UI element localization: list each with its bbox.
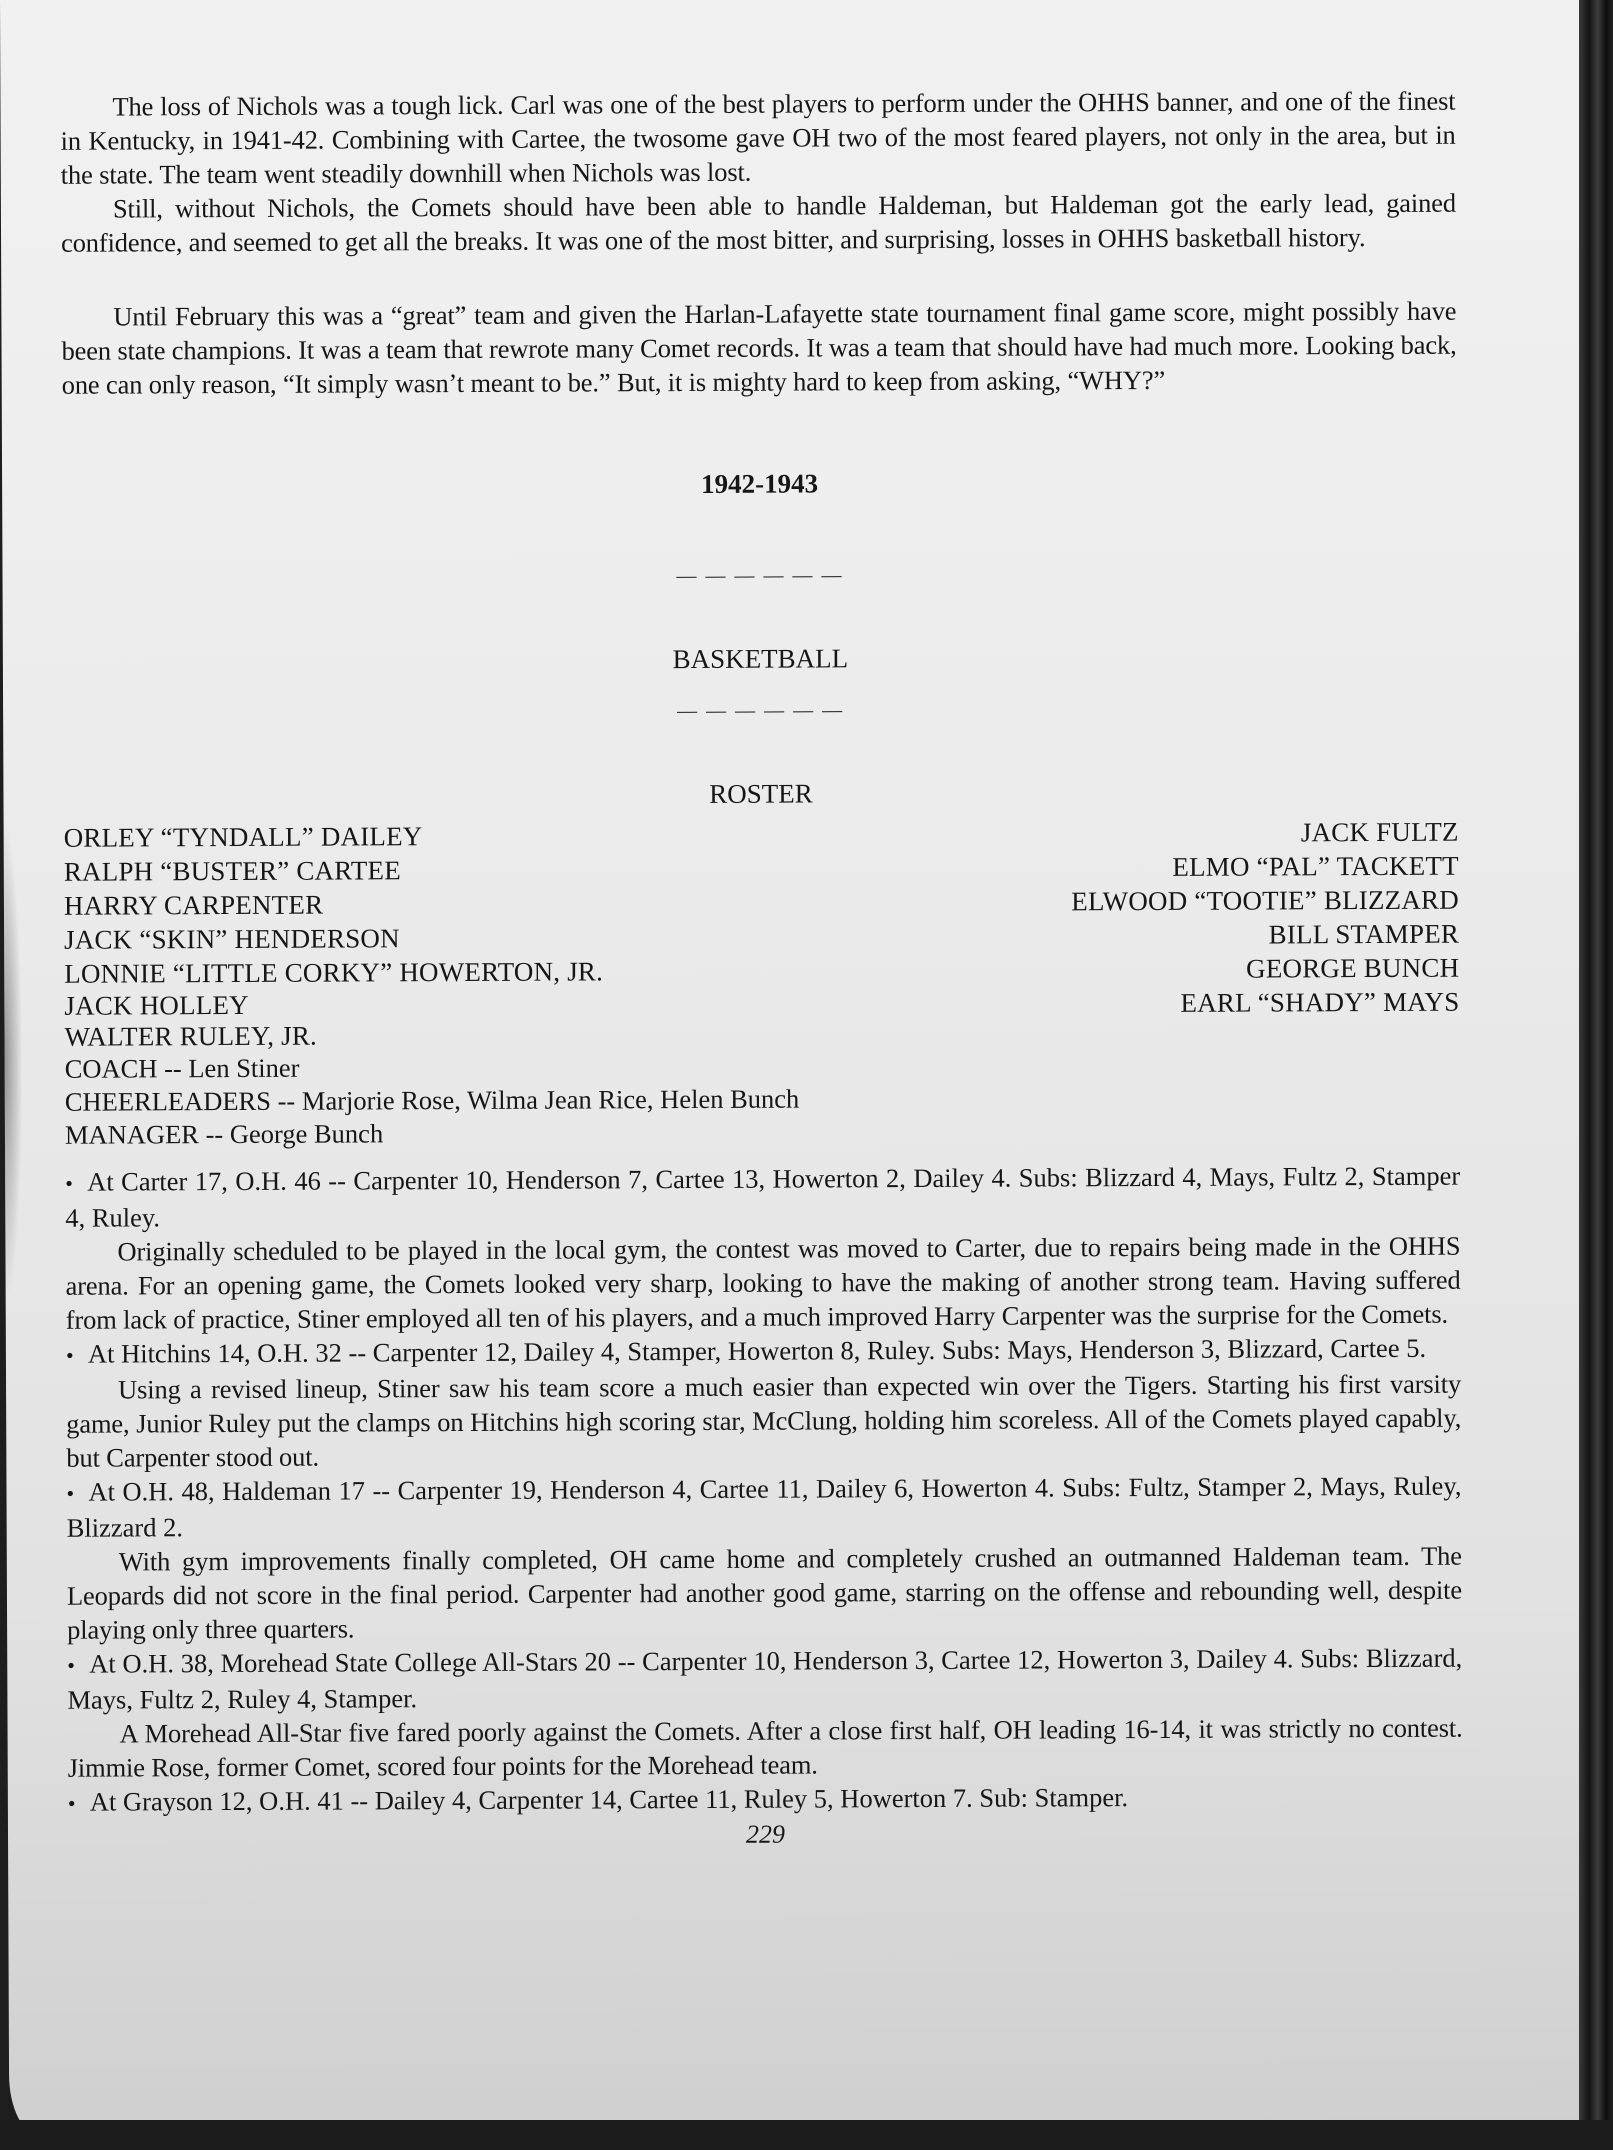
bullet-icon: • [65,1170,73,1196]
game-result [67,1641,1462,1717]
bullet-icon: • [65,1342,74,1368]
roster-player: ELWOOD “TOOTIE” BLIZZARD [1071,884,1460,917]
book-binding-edge [1579,0,1613,2150]
game-result-text: At O.H. 48, Haldeman 17 -- Carpenter 19, Henderson 4, Cartee 11, Dailey 6, Howerton 4. Subs: Fultz, Stamper 2, Mays, Ruley, Blizzard 2. [66,1470,1462,1543]
roster-left-column [64,818,800,1152]
page-number: 229 [745,1819,786,1849]
game-summary: Originally scheduled to be played in the local gym, the contest was moved to Carter, due to repairs being made in the OHHS arena. For an opening game, the Comets looked very sharp, looking to have the making of another strong team. Having suffered from lack of practice, Stiner employed all ten of his players, and a much improved Harry Carpenter was the surprise for the Comets. [65,1230,1461,1335]
season-title: 1942-1943 [701,468,819,499]
game-summary: With gym improvements finally completed, OH came home and completely crushed an outmanned Haldeman team. The Leopards did not score in the final period. Carpenter had another good game, starring on the offense and rebounding well, despite playing only three quarters. [66,1540,1463,1645]
game-result-text: At Carter 17, O.H. 46 -- Carpenter 10, Henderson 7, Cartee 13, Howerton 2, Dailey 4. Subs: Blizzard 4, Mays, Fultz 2, Stamper 4, Ruley. [65,1160,1461,1233]
game-result [65,1159,1460,1235]
game-summary: Using a revised lineup, Stiner saw his team score a much easier than expected win over the Tigers. Starting his first varsity game, Junior Ruley put the clamps on Hitchins high scoring star, McClung, holding him scoreless. All of the Comets played capably, but Carpenter stood out. [66,1368,1462,1473]
game-summary: A Morehead All-Star five fared poorly against the Comets. After a close first half, OH leading 16-14, it was strictly no contest. Jimmie Rose, former Comet, scored four points for the Morehead team. [67,1712,1463,1783]
page-content [60,84,1463,1853]
roster-right-column [1071,815,1460,1021]
staff-names: Len Stiner [188,1052,300,1084]
staff-cheerleaders [65,1083,800,1119]
sport-title: BASKETBALL [672,643,849,675]
staff-coach [65,1050,800,1086]
staff-separator: -- [198,1119,230,1150]
roster-player: RALPH “BUSTER” CARTEE [63,855,401,887]
page-curl-shadow [4,820,24,1300]
roster-player: WALTER RULEY, JR. [64,1020,318,1052]
roster-player: HARRY CARPENTER [63,889,324,921]
roster-player: GEORGE BUNCH [1246,952,1460,984]
game-results [65,1159,1463,1821]
paragraph-gap [61,254,1456,300]
roster-heading: ROSTER [709,778,813,809]
staff-role: MANAGER [64,1119,200,1150]
roster-player: JACK FULTZ [1300,816,1459,848]
staff-names: George Bunch [229,1118,384,1150]
roster-player: ELMO “PAL” TACKETT [1172,850,1459,882]
dash-separator: — — — — — — [677,699,845,723]
roster-player: JACK “SKIN” HENDERSON [64,923,400,955]
staff-manager [65,1116,800,1152]
game-result [66,1331,1461,1373]
background-surface [0,2120,1613,2150]
game-result-text: At Grayson 12, O.H. 41 -- Dailey 4, Carpenter 14, Cartee 11, Ruley 5, Howerton 7. Sub: Stamper. [89,1782,1129,1817]
intro-paragraph: Still, without Nichols, the Comets should have been able to handle Haldeman, but Haldeman got the early lead, gained confidence, and seemed to get all the breaks. It was one of the most bitter, and surprising, losses in OHHS basketball history. [60,187,1456,258]
bullet-icon: • [67,1790,76,1816]
intro-paragraph: Until February this was a “great” team and given the Harlan-Lafayette state tournament final game score, might possibly have been state champions. It was a team that rewrote many Comet records. It was a team that should have had much more. Looking back, one can only reason, “It simply wasn’t meant to be.” But, it is mighty hard to keep from asking, “WHY?” [61,295,1457,400]
staff-separator: -- [270,1085,302,1116]
bullet-icon: • [67,1652,76,1678]
game-result-text: At Hitchins 14, O.H. 32 -- Carpenter 12, Dailey 4, Stamper, Howerton 8, Ruley. Subs: Mays, Henderson 3, Blizzard, Cartee 5. [87,1332,1427,1369]
staff-role: CHEERLEADERS [64,1085,271,1117]
intro-paragraph: The loss of Nichols was a tough lick. Carl was one of the best players to perform under the OHHS banner, and one of the finest in Kentucky, in 1941-42. Combining with Cartee, the twosome gave OH two of the most feared players, not only in the area, but in the state. The team went steadily downhill when Nichols was lost. [60,85,1456,190]
game-result [66,1469,1461,1545]
staff-separator: -- [157,1053,189,1084]
game-result-text: At O.H. 38, Morehead State College All-Stars 20 -- Carpenter 10, Henderson 3, Cartee 12, Howerton 3, Dailey 4. Subs: Blizzard, Mays, Fultz 2, Ruley 4, Stamper. [67,1642,1463,1715]
bullet-icon: • [66,1480,75,1506]
roster-player: BILL STAMPER [1268,918,1460,950]
roster-player: JACK HOLLEY [64,989,249,1021]
staff-role: COACH [64,1053,158,1084]
section-header [62,466,1458,813]
roster-player: EARL “SHADY” MAYS [1180,986,1460,1018]
roster-player: ORLEY “TYNDALL” DAILEY [63,821,423,853]
game-result [68,1779,1463,1821]
dash-separator: — — — — — — [676,564,844,588]
roster [64,815,1460,1151]
staff-names: Marjorie Rose, Wilma Jean Rice, Helen Bunch [301,1083,800,1116]
roster-player: LONNIE “LITTLE CORKY” HOWERTON, JR. [64,956,604,989]
